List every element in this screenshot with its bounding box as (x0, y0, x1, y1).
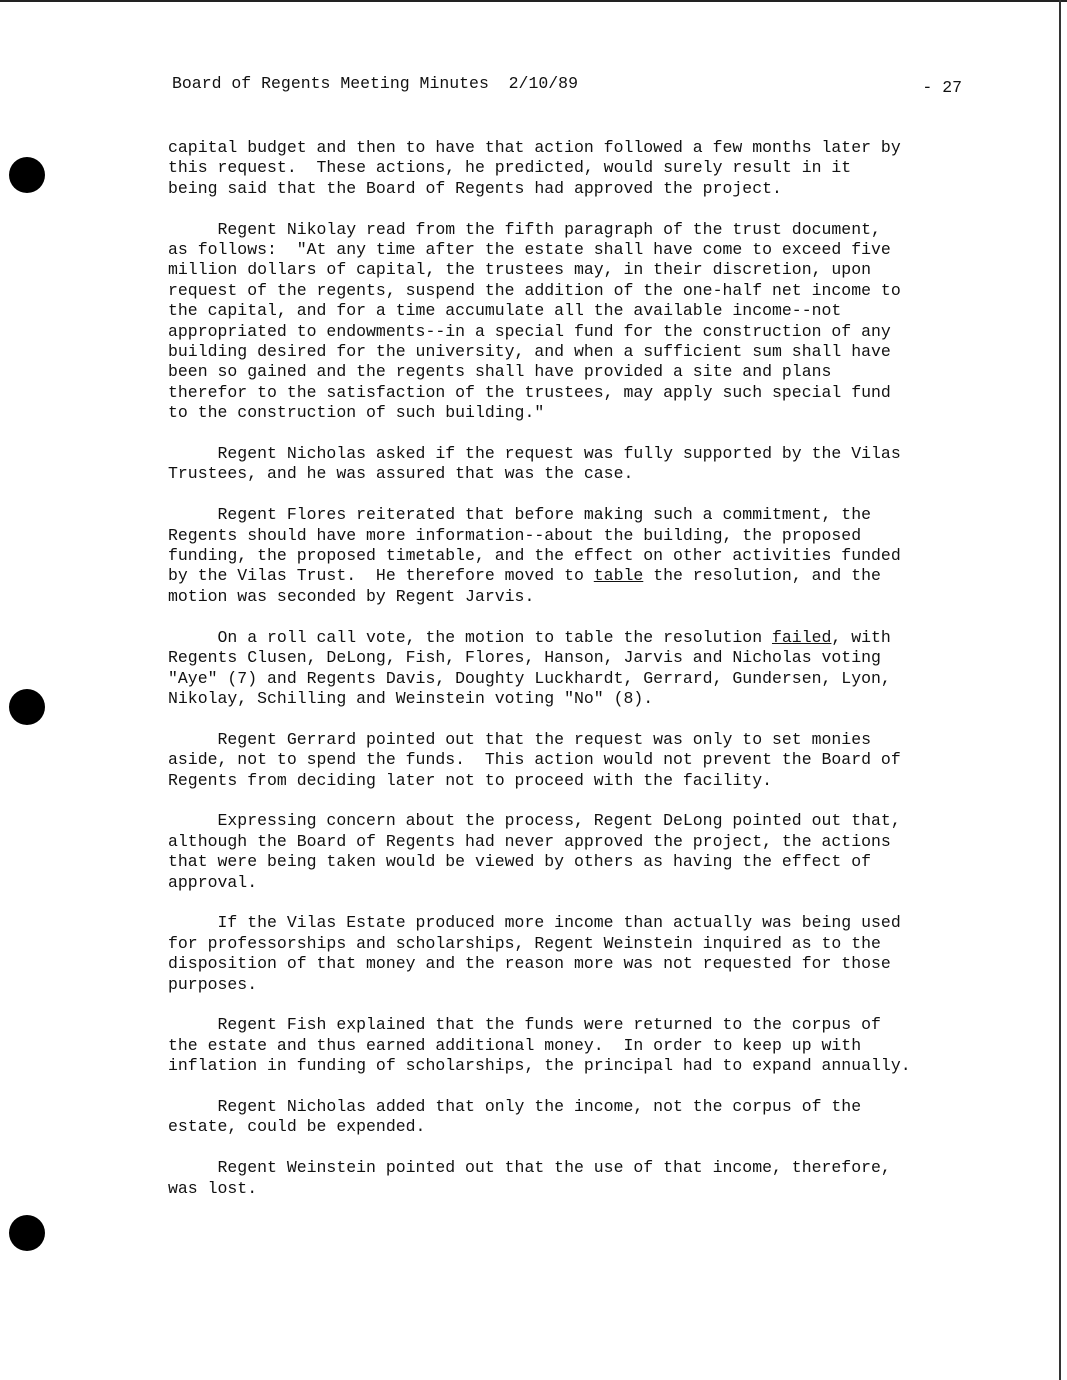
text-line: approval. (168, 872, 258, 892)
text-line: to the construction of such building." (168, 403, 545, 423)
text-line: that were being taken would be viewed by others as having the effect of (168, 852, 872, 872)
text-line: for professorships and scholarships, Regent Weinstein inquired as to the (168, 933, 881, 953)
paragraph (168, 220, 958, 424)
text-line: Regents from deciding later not to proceed with the facility. (168, 770, 772, 790)
text-line: Regent Flores reiterated that before making such a commitment, the (168, 505, 872, 525)
text-line: the capital, and for a time accumulate all the available income--not (168, 301, 842, 321)
text-line-continuation: the resolution, and the (643, 566, 881, 586)
text-line: being said that the Board of Regents had approved the project. (168, 178, 782, 198)
text-line: Regents Clusen, DeLong, Fish, Flores, Hanson, Jarvis and Nicholas voting (168, 648, 881, 668)
text-line: by the Vilas Trust. He therefore moved to (168, 566, 594, 586)
paragraph (168, 1015, 958, 1076)
paragraph (168, 1158, 958, 1199)
text-line: Regent Nicholas added that only the income, not the corpus of the (168, 1096, 862, 1116)
text-line: funding, the proposed timetable, and the effect on other activities funded (168, 546, 901, 566)
underlined-word-failed: failed (772, 627, 832, 647)
text-line: Trustees, and he was assured that was the case. (168, 464, 634, 484)
text-line: appropriated to endowments--in a special fund for the construction of any (168, 321, 891, 341)
text-line: If the Vilas Estate produced more income than actually was being used (168, 913, 901, 933)
text-line: the estate and thus earned additional money. In order to keep up with (168, 1035, 862, 1055)
text-line: Regent Gerrard pointed out that the request was only to set monies (168, 729, 872, 749)
text-line: estate, could be expended. (168, 1117, 426, 1137)
paragraph (168, 138, 958, 199)
text-line: this request. These actions, he predicted, would surely result in it (168, 158, 852, 178)
text-line: capital budget and then to have that action followed a few months later by (168, 138, 901, 157)
text-line: purposes. (168, 974, 258, 994)
paragraph (168, 444, 958, 485)
text-line: been so gained and the regents shall have provided a site and plans (168, 362, 832, 382)
text-line: Regent Nikolay read from the fifth paragraph of the trust document, (168, 219, 881, 239)
page-number: - 27 (922, 78, 962, 97)
text-line: Regent Weinstein pointed out that the use of that income, therefore, (168, 1158, 891, 1178)
minutes-body (168, 138, 958, 1219)
text-line: Regent Fish explained that the funds were returned to the corpus of (168, 1015, 881, 1035)
text-line: Regent Nicholas asked if the request was fully supported by the Vilas (168, 444, 901, 464)
text-line: although the Board of Regents had never approved the project, the actions (168, 831, 891, 851)
paragraph (168, 628, 958, 710)
header-title: Board of Regents Meeting Minutes 2/10/89 (172, 74, 578, 93)
text-line: aside, not to spend the funds. This action would not prevent the Board of (168, 750, 901, 770)
paragraph (168, 811, 958, 893)
paragraph (168, 505, 958, 607)
text-line: request of the regents, suspend the addition of the one-half net income to (168, 280, 901, 300)
underlined-word-table: table (593, 566, 644, 586)
text-line: building desired for the university, and when a sufficient sum shall have (168, 342, 891, 362)
text-line: Expressing concern about the process, Regent DeLong pointed out that, (168, 811, 901, 831)
text-line: motion was seconded by Regent Jarvis. (168, 586, 535, 606)
text-line: inflation in funding of scholarships, the principal had to expand annually. (168, 1056, 911, 1076)
text-line: disposition of that money and the reason more was not requested for those (168, 954, 891, 974)
text-line: "Aye" (7) and Regents Davis, Doughty Luckhardt, Gerrard, Gundersen, Lyon, (168, 668, 891, 688)
paragraph (168, 913, 958, 995)
page-header (172, 74, 962, 98)
text-line: million dollars of capital, the trustees may, in their discretion, upon (168, 260, 872, 280)
text-line-continuation: , with (831, 627, 891, 647)
text-line: Regents should have more information--about the building, the proposed (168, 525, 862, 545)
paragraph (168, 1097, 958, 1138)
text-line: Nikolay, Schilling and Weinstein voting "No" (8). (168, 688, 654, 708)
text-line: was lost. (168, 1178, 258, 1198)
paragraph (168, 730, 958, 791)
text-line: therefor to the satisfaction of the trustees, may apply such special fund (168, 382, 891, 402)
text-line: as follows: "At any time after the estate shall have come to exceed five (168, 240, 891, 260)
text-line: On a roll call vote, the motion to table the resolution (168, 627, 772, 647)
